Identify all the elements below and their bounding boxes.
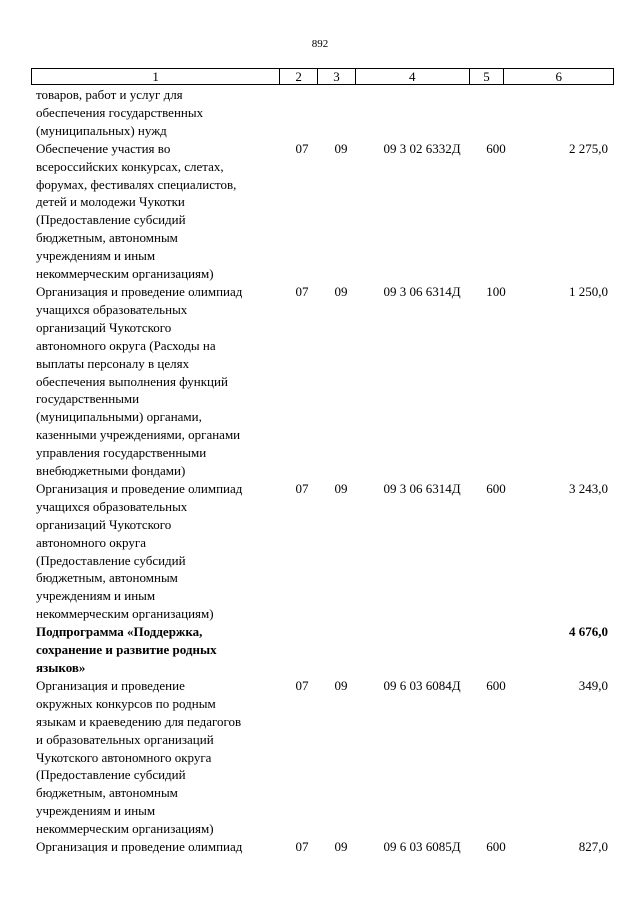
row-code: 09 3 06 6314Д bbox=[383, 480, 461, 496]
row-code: 09 6 03 6085Д bbox=[383, 839, 461, 855]
row-amount: 1 250,0 bbox=[569, 283, 608, 299]
table-row-subprogram bbox=[36, 623, 608, 677]
table-header bbox=[31, 68, 614, 85]
row-section: 07 bbox=[295, 839, 309, 855]
row-code: 09 3 06 6314Д bbox=[383, 283, 461, 299]
row-section: 07 bbox=[295, 480, 309, 496]
row-name: Организация и проведение окружных конкурсов по родным языкам и краеведению для педагогов и образовательных организаций Чукотского автономного округа (Предоставление субсидий бюджетным, автономным учреждениям и иным некоммерческим организациям) bbox=[36, 677, 242, 837]
row-section: 07 bbox=[295, 140, 309, 156]
table-row bbox=[36, 140, 608, 283]
row-type: 600 bbox=[486, 140, 506, 156]
row-name: Подпрограмма «Поддержка, сохранение и развитие родных языков» bbox=[36, 624, 217, 675]
header-col-4: 4 bbox=[356, 69, 470, 84]
row-amount: 827,0 bbox=[578, 839, 608, 855]
table-row bbox=[36, 480, 608, 623]
row-subsection: 09 bbox=[334, 480, 348, 496]
row-subsection: 09 bbox=[334, 140, 348, 156]
header-col-6: 6 bbox=[555, 69, 562, 84]
budget-table bbox=[36, 86, 608, 856]
row-name: Обеспечение участия во всероссийских конкурсах, слетах, форумах, фестивалях специалистов, детей и молодежи Чукотки (Предоставление субсидий бюджетным, автономным учреждениям и иным некоммерческим организациям) bbox=[36, 140, 237, 282]
row-type: 100 bbox=[486, 283, 506, 299]
page-number: 892 bbox=[311, 38, 329, 50]
header-col-1: 1 bbox=[32, 69, 280, 84]
row-name: Организация и проведение олимпиад учащихся образовательных организаций Чукотского автономного округа (Предоставление субсидий бюджетным, автономным учреждениям и иным некоммерческим организациям) bbox=[36, 480, 243, 622]
row-name: товаров, работ и услуг для обеспечения государственных (муниципальных) нужд bbox=[36, 87, 204, 138]
row-amount: 4 676,0 bbox=[569, 624, 608, 640]
row-subsection: 09 bbox=[334, 677, 348, 693]
header-col-3: 3 bbox=[318, 69, 356, 84]
header-col-2: 2 bbox=[280, 69, 318, 84]
header-col-5: 5 bbox=[470, 69, 505, 84]
table-row bbox=[36, 283, 608, 480]
row-subsection: 09 bbox=[334, 839, 348, 855]
row-section: 07 bbox=[295, 283, 309, 299]
row-type: 600 bbox=[486, 480, 506, 496]
table-row bbox=[36, 86, 608, 140]
row-type: 600 bbox=[486, 677, 506, 693]
table-row bbox=[36, 677, 608, 838]
row-section: 07 bbox=[295, 677, 309, 693]
row-amount: 3 243,0 bbox=[569, 480, 608, 496]
table-row bbox=[36, 838, 608, 856]
row-code: 09 6 03 6084Д bbox=[383, 677, 461, 693]
row-code: 09 3 02 6332Д bbox=[383, 140, 461, 156]
row-subsection: 09 bbox=[334, 283, 348, 299]
row-name: Организация и проведение олимпиад учащихся образовательных организаций Чукотского автономного округа (Расходы на выплаты персоналу в целях обеспечения выполнения функций государственными (муниципальными) органами, казенными учреждениями, органами управления государственными внебюджетными фондами) bbox=[36, 283, 243, 479]
row-name: Организация и проведение олимпиад bbox=[36, 839, 243, 855]
row-type: 600 bbox=[486, 839, 506, 855]
row-amount: 349,0 bbox=[578, 677, 608, 693]
row-amount: 2 275,0 bbox=[569, 140, 608, 156]
